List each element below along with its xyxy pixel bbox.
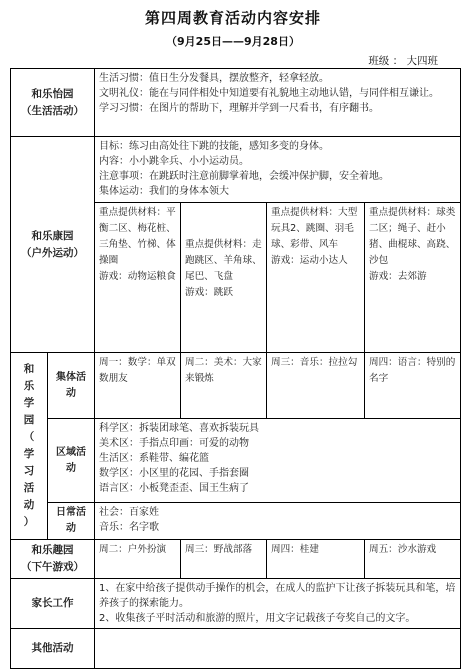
learning-label-char: 习 — [23, 465, 35, 477]
group-day-cell: 周二：美术：大家来锻炼 — [181, 353, 267, 419]
health-materials-cell — [95, 203, 181, 353]
life-line: 生活习惯：值日生分发餐具，摆放整齐，轻拿轻放。 — [99, 73, 329, 84]
fun-day-cell: 周二：户外扮演 — [95, 540, 181, 579]
parents-section-label: 家长工作 — [11, 579, 95, 629]
page-title: 第四周教育活动内容安排 — [144, 9, 321, 27]
health-line: 注意事项：在跳跃时注意前脚掌着地，会缓冲保护脚，安全着地。 — [99, 171, 389, 182]
area-line: 美术区：手指点印画：可爱的动物 — [99, 438, 249, 449]
area-line: 生活区：系鞋带、编花篮 — [99, 453, 209, 464]
materials-text: 重点提供材料：球类二区；绳子、赶小猪、曲棍球、高跷、沙包 — [369, 207, 456, 266]
fun-section-name: 和乐趣园 — [31, 544, 74, 556]
life-content — [95, 69, 461, 137]
materials-text: 重点提供材料：大型玩具2、跳圈、羽毛球、彩带、风车 — [271, 207, 358, 250]
area-activity-label: 区域活动 — [48, 419, 95, 503]
fun-row — [11, 540, 461, 579]
daily-line: 社会：百家姓 — [99, 507, 159, 518]
fun-section-label — [11, 540, 95, 579]
learning-section-label — [11, 353, 48, 540]
activity-table — [10, 68, 461, 669]
fun-section-sub: （下午游戏） — [21, 561, 84, 573]
game-text: 游戏：去郊游 — [369, 271, 427, 282]
area-line: 科学区：拆装团球笔、喜欢拆装玩具 — [99, 423, 259, 434]
health-materials-cell — [365, 203, 461, 353]
learning-label-char: 学 — [23, 448, 35, 460]
fun-day-cell: 周四：桂建 — [267, 540, 365, 579]
life-line: 学习习惯：在图片的帮助下，理解并学到一尺看书，有序翻书。 — [99, 103, 379, 114]
learning-label-char: （ — [23, 431, 35, 443]
parents-row — [11, 579, 461, 629]
life-section-label — [11, 69, 95, 137]
daily-content — [95, 503, 461, 540]
learning-label-char: 和 — [23, 363, 35, 375]
parents-line: 2、收集孩子平时活动和旅游的照片，用文字记载孩子夸奖自己的文字。 — [99, 613, 416, 624]
learning-label-char: 园 — [23, 414, 35, 426]
group-activity-label: 集体活动 — [48, 353, 95, 419]
health-section-name: 和乐康园 — [31, 229, 74, 242]
health-materials-cell — [267, 203, 365, 353]
learning-label-char: 动 — [23, 499, 35, 511]
fun-day-cell: 周五：沙水游戏 — [365, 540, 461, 579]
health-materials-cell — [181, 203, 267, 353]
life-row — [11, 69, 461, 137]
health-content — [95, 137, 461, 203]
area-line: 语言区：小板凳歪歪、国王生病了 — [99, 483, 249, 494]
game-text: 游戏：跳跃 — [185, 287, 233, 298]
class-label: 班级 ： 大四班 — [368, 55, 438, 67]
other-row — [11, 629, 461, 669]
parents-line: 1、在家中给孩子提供动手操作的机会，在成人的监护下让孩子拆装玩具和笔，培养孩子的探索能力。 — [99, 583, 456, 609]
area-line: 数学区：小区里的花园、手指套圈 — [99, 468, 249, 479]
date-range: （9月25日——9月28日） — [166, 35, 300, 48]
area-content — [95, 419, 461, 503]
other-content — [95, 629, 461, 669]
materials-text: 重点提供材料：平衡二区、梅花桩、三角垫、竹梯、体操圈 — [99, 207, 176, 266]
group-activity-row — [11, 353, 461, 419]
daily-activity-label: 日常活动 — [48, 503, 95, 540]
daily-activity-row — [11, 503, 461, 540]
game-text: 游戏：动物运粮食 — [99, 271, 176, 282]
group-day-cell: 周四：语言：特别的名字 — [365, 353, 461, 419]
health-section-label — [11, 137, 95, 353]
parents-content — [95, 579, 461, 629]
group-day-cell: 周三：音乐：拉拉勾 — [267, 353, 365, 419]
learning-label-char: 学 — [23, 397, 35, 409]
other-section-label: 其他活动 — [11, 629, 95, 669]
learning-label-char: ） — [23, 516, 35, 528]
life-line: 文明礼仪：能在与同伴相处中知道要有礼貌地主动地认错，与同伴相互谦让。 — [99, 88, 439, 99]
daily-line: 音乐：名字歌 — [99, 522, 159, 533]
health-row — [11, 137, 461, 203]
life-section-sub: （生活活动） — [21, 104, 84, 117]
health-section-sub: （户外运动） — [21, 246, 84, 259]
learning-label-char: 乐 — [23, 380, 35, 392]
group-day-cell: 周一：数学：单双数朋友 — [95, 353, 181, 419]
health-line: 内容：小小跳伞兵、小小运动员。 — [99, 156, 249, 167]
learning-label-char: 活 — [23, 482, 35, 494]
health-line: 集体运动：我们的身体本领大 — [99, 186, 229, 197]
materials-text: 重点提供材料：走跑跳区、羊角球、尾巴、飞盘 — [185, 239, 262, 282]
life-section-name: 和乐怡园 — [31, 87, 74, 100]
fun-day-cell: 周三：野战部落 — [181, 540, 267, 579]
game-text: 游戏：运动小达人 — [271, 255, 348, 266]
health-line: 目标：练习由高处往下跳的技能，感知多变的身体。 — [99, 141, 329, 152]
area-activity-row — [11, 419, 461, 503]
